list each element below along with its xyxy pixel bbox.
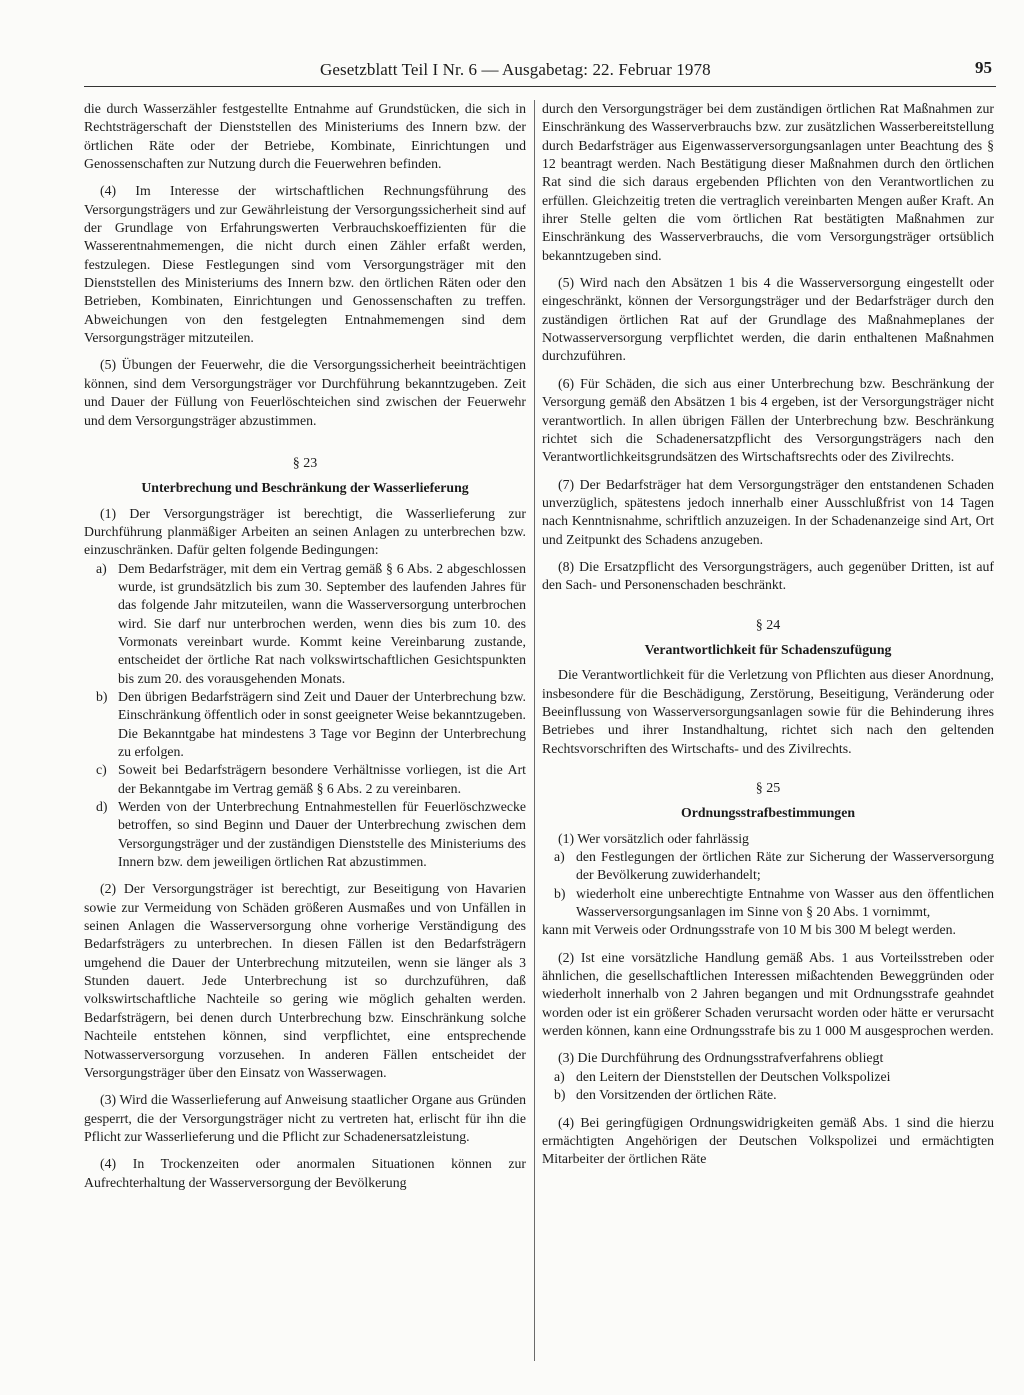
list-marker: a): [554, 1068, 565, 1084]
list-item-text: Den übrigen Bedarfsträgern sind Zeit und Dauer der Unterbrechung bzw. Einschränkung öffentlich oder in sonst geeigneter Weise bekanntzugeben. Die Bekanntgabe hat mindestens 3 Tage vor Beginn der Unterbrechung zu erfolgen.: [118, 688, 526, 759]
paragraph-23-6: (6) Für Schäden, die sich aus einer Unterbrechung bzw. Beschränkung der Versorgung gemäß den Absätzen 1 bis 4 ergeben, ist der Versorgungsträger nicht verantwortlich. In allen übrigen Fällen der Unterbrechung bzw. Beschränkung richtet sich die Schadenersatzpflicht des Versorgungsträgers nach den Verantwortlichkeitsgrundsätzen des Wirtschaftsrechts oder des Zivilrechts.: [542, 375, 994, 465]
paragraph-continuation: die durch Wasserzähler festgestellte Entnahme auf Grundstücken, die sich in Rechtsträgerschaft der Dienststellen des Ministeriums des Innern bzw. der örtlichen Räte oder der Betriebe, Kombinate, Einrichtungen und Genossenschaften zur Nutzung durch die Feuerwehren befinden.: [84, 101, 526, 172]
section-24-title: Verantwortlichkeit für Schadenszufügung: [644, 641, 892, 657]
paragraph-22-4: (4) Im Interesse der wirtschaftlichen Rechnungsführung des Versorgungsträgers und zur Gewährleistung der Versorgungssicherheit sind auf der Grundlage von Erfahrungswerten Verbrauchskoeffizienten für die Wasserentnahmemengen, die nicht durch einen Zähler erfaßt werden, festzulegen. Diese Festlegungen sind vom Versorgungsträger mit den Dienststellen des Ministeriums des Innern bzw. den örtlichen Räten oder den Betrieben, Kombinaten, Einrichtungen und Genossenschaften zu treffen. Abweichungen von den festgelegten Entnahmemengen sind dem Versorgungsträger mitzuteilen.: [84, 183, 526, 346]
paragraph-25-4-start: (4) Bei geringfügigen Ordnungswidrigkeiten gemäß Abs. 1 sind die hierzu ermächtigten Angehörigen der Deutschen Volkspolizei und ermächtigten Mitarbeiter der örtlichen Räte: [542, 1114, 994, 1167]
list-item-25-3-b: [542, 1086, 994, 1104]
list-marker: a): [96, 560, 107, 576]
list-item-text: den Leitern der Dienststellen der Deutschen Volkspolizei: [576, 1068, 891, 1084]
section-24-number: § 24: [755, 617, 781, 633]
paragraph-23-1: (1) Der Versorgungsträger ist berechtigt, die Wasserlieferung zur Durchführung planmäßiger Arbeiten an seinen Anlagen zu unterbrechen bzw. einzuschränken. Dafür gelten folgende Bedingungen:: [84, 505, 526, 558]
list-item-text: den Festlegungen der örtlichen Räte zur Sicherung der Wasserversorgung der Bevölkerung zuwiderhandelt;: [576, 849, 994, 883]
paragraph-22-5: (5) Übungen der Feuerwehr, die die Versorgungssicherheit beeinträchtigen können, sind dem Versorgungsträger vor Durchführung bekanntzugeben. Zeit und Dauer der Füllung von Feuerlöschteichen sind zwischen der Feuerwehr und dem Versorgungsträger abzustimmen.: [84, 357, 526, 428]
right-column: [542, 100, 994, 1361]
header-title: Gesetzblatt Teil I Nr. 6 — Ausgabetag: 22. Februar 1978: [320, 60, 711, 79]
list-item-text: den Vorsitzenden der örtlichen Räte.: [576, 1087, 777, 1103]
list-item-text: Werden von der Unterbrechung Entnahmestellen für Feuerlöschzwecke betroffen, so sind Beginn und Dauer der Unterbrechung zwischen dem Versorgungsträger und der zuständigen Dienststelle des Ministeriums des Innern bzw. dem jeweiligen örtlichen Rat abzustimmen.: [118, 799, 526, 870]
paragraph-23-4-start: (4) In Trockenzeiten oder anormalen Situationen können zur Aufrechterhaltung der Wasserversorgung der Bevölkerung: [84, 1156, 526, 1190]
list-item-23-1-d: [84, 798, 526, 871]
section-23-title: Unterbrechung und Beschränkung der Wasserlieferung: [141, 480, 469, 496]
list-item-23-1-c: [84, 761, 526, 798]
paragraph-23-8: (8) Die Ersatzpflicht des Versorgungsträgers, auch gegenüber Dritten, ist auf den Sach- und Personenschaden beschränkt.: [542, 558, 994, 593]
paragraph-23-4-continuation: durch den Versorgungsträger bei dem zuständigen örtlichen Rat Maßnahmen zur Einschränkung des Wasserverbrauchs bzw. zur zusätzlichen Wasserbereitstellung durch Bedarfsträger aus Eigenwasserversorgungsanlagen unter Beachtung des § 12 beantragt werden. Nach Bestätigung dieser Maßnahmen durch den örtlichen Rat sind die sich daraus ergebenden Pflichten von den Verantwortlichen zu erfüllen. Gleichzeitig treten die vertraglich vereinbarten Mengen außer Kraft. An ihrer Stelle gelten die vom örtlichen Rat bestätigten Maßnahmen zur Einschränkung des Wasserverbrauchs, die vom Versorgungsträger ortsüblich bekanntzugeben sind.: [542, 101, 994, 263]
paragraph-24: Die Verantwortlichkeit für die Verletzung von Pflichten aus dieser Anordnung, insbesondere für die Beschädigung, Zerstörung, Beseitigung, Veränderung oder Beeinflussung von Wasserversorgungsanlagen sowie für die Behinderung ihres Betriebes und ihrer Instandhaltung, richtet sich nach den geltenden Rechtsvorschriften des Wirtschafts- und des Zivilrechts.: [542, 667, 994, 756]
paragraph-25-1: (1) Wer vorsätzlich oder fahrlässig: [558, 830, 749, 846]
list-marker: c): [96, 762, 107, 778]
page-header: [84, 56, 996, 87]
list-item-text: Dem Bedarfsträger, mit dem ein Vertrag gemäß § 6 Abs. 2 abgeschlossen wurde, ist grundsätzlich bis zum 30. September des laufenden Jahres für das folgende Jahr mitzuteilen, wann die Wasserversorgung unterbrochen wird. Sie darf nur unterbrochen werden, wenn dies bis zum 10. des Vormonats vereinbart wurde. Kommt keine Vereinbarung zustande, entscheidet der örtliche Rat nach volkswirtschaftlichen Gesichtspunkten bis zum 20. des vorausgehenden Monats.: [118, 560, 526, 686]
list-item-25-3-a: [542, 1068, 994, 1086]
paragraph-25-1-end: kann mit Verweis oder Ordnungsstrafe von 10 M bis 300 M belegt werden.: [542, 922, 956, 938]
paragraph-23-7: (7) Der Bedarfsträger hat dem Versorgungsträger den entstandenen Schaden unverzüglich, spätestens jedoch innerhalb einer Ausschlußfrist von 14 Tagen nach Kenntnisnahme, schriftlich anzuzeigen. In der Schadenanzeige sind Art, Ort und Zeitpunkt des Schadens anzugeben.: [542, 476, 994, 547]
list-item-25-1-a: [542, 848, 994, 885]
list-marker: a): [554, 849, 565, 865]
paragraph-23-3: (3) Wird die Wasserlieferung auf Anweisung staatlicher Organe aus Gründen gesperrt, die der Versorgungsträger nicht zu vertreten hat, erlischt für ihn die Pflicht zur Wasserlieferung und die Pflicht zur Schadenersatzleistung.: [84, 1092, 526, 1144]
left-column: [84, 100, 526, 1361]
list-marker: b): [96, 688, 108, 704]
paragraph-23-2: (2) Der Versorgungsträger ist berechtigt, zur Beseitigung von Havarien sowie zur Vermeidung von Schäden größeren Ausmaßes und von Unfällen in seinen Anlagen die Wasserversorgung ohne vorherige Verständigung des Bedarfsträgers zu unterbrechen. In diesen Fällen ist den Bedarfsträgern umgehend die Dauer der Unterbrechung mitzuteilen, wenn sie länger als 3 Stunden dauert. Jede Unterbrechung ist so durchzuführen, daß volkswirtschaftliche Nachteile so gering wie möglich gehalten werden. Bedarfsträgern, bei denen durch Unterbrechung bzw. Einschränkung solche Nachteile entstehen können, sind verpflichtet, eine entsprechende Notwasserversorgung vorzusehen. In anderen Fällen entscheidet der Versorgungsträger über den Einsatz von Wasserwagen.: [84, 881, 526, 1080]
column-divider: [534, 100, 535, 1361]
list-marker: b): [554, 885, 566, 901]
list-item-text: wiederholt eine unberechtigte Entnahme von Wasser aus den öffentlichen Wasserversorgungsanlagen im Sinne von § 20 Abs. 1 vornimmt,: [576, 885, 994, 920]
paragraph-23-5: (5) Wird nach den Absätzen 1 bis 4 die Wasserversorgung eingestellt oder eingeschränkt, können der Versorgungsträger und der Bedarfsträger durch den zuständigen örtlichen Rat auf der Grundlage des Maßnahmeplanes der Notwasserversorgung verpflichtet werden, die darin enthaltenen Maßnahmen durchzuführen.: [542, 275, 994, 364]
list-item-25-1-b: [542, 885, 994, 922]
list-item-23-1-b: [84, 688, 526, 761]
paragraph-25-2: (2) Ist eine vorsätzliche Handlung gemäß Abs. 1 aus Vorteilsstreben oder ähnlichen, die gesellschaftlichen Interessen mißachtenden Beweggründen oder wiederholt innerhalb von 2 Jahren begangen und mit Ordnungsstrafe geahndet worden oder ist ein größerer Schaden verursacht worden oder hätte er verursacht werden können, kann eine Ordnungsstrafe bis zu 1 000 M ausgesprochen werden.: [542, 949, 994, 1039]
section-25-number: § 25: [755, 781, 781, 796]
paragraph-25-3: (3) Die Durchführung des Ordnungsstrafverfahrens obliegt: [558, 1050, 884, 1066]
list-marker: b): [554, 1087, 566, 1103]
list-item-text: Soweit bei Bedarfsträgern besondere Verhältnisse vorliegen, ist die Art der Bekanntgabe im Vertrag gemäß § 6 Abs. 2 zu vereinbaren.: [118, 762, 526, 796]
section-25-title: Ordnungsstrafbestimmungen: [680, 805, 856, 821]
list-item-23-1-a: [84, 560, 526, 688]
section-23-number: § 23: [292, 455, 318, 471]
page-number: 95: [975, 58, 992, 77]
list-marker: d): [96, 799, 108, 815]
